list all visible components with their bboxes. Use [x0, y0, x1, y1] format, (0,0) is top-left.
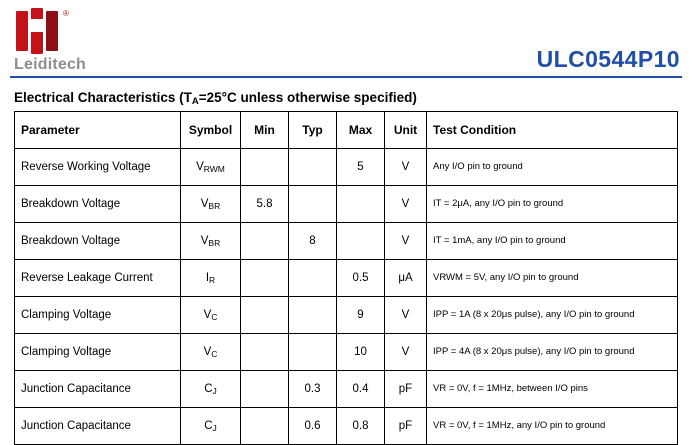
symbol-main: V — [200, 197, 209, 210]
column-header-typ: Typ — [289, 112, 337, 149]
cell-condition: VRWM = 5V, any I/O pin to ground — [427, 260, 678, 297]
cell-condition: VR = 0V, f = 1MHz, any I/O pin to ground — [427, 408, 678, 445]
section-title-subscript: A — [191, 96, 199, 107]
cell-max: 0.4 — [337, 371, 385, 408]
header-divider — [10, 76, 682, 78]
cell-symbol — [181, 334, 241, 371]
cell-min: 5.8 — [241, 186, 289, 223]
cell-condition: VR = 0V, f = 1MHz, between I/O pins — [427, 371, 678, 408]
cell-unit: pF — [385, 371, 427, 408]
cell-parameter: Reverse Leakage Current — [15, 260, 181, 297]
cell-parameter: Clamping Voltage — [15, 334, 181, 371]
cell-symbol — [181, 408, 241, 445]
column-header-symbol: Symbol — [181, 112, 241, 149]
cell-parameter: Breakdown Voltage — [15, 223, 181, 260]
cell-typ: 0.6 — [289, 408, 337, 445]
cell-unit: V — [385, 186, 427, 223]
table-row — [15, 149, 678, 186]
table-row — [15, 260, 678, 297]
cell-parameter: Breakdown Voltage — [15, 186, 181, 223]
cell-typ — [289, 297, 337, 334]
cell-max: 5 — [337, 149, 385, 186]
cell-typ: 0.3 — [289, 371, 337, 408]
symbol-sub: J — [212, 422, 217, 433]
cell-typ — [289, 149, 337, 186]
cell-symbol — [181, 186, 241, 223]
table-row — [15, 186, 678, 223]
cell-unit: V — [385, 297, 427, 334]
cell-condition: IPP = 1A (8 x 20μs pulse), any I/O pin to ground — [427, 297, 678, 334]
symbol-main: V — [203, 345, 212, 358]
cell-parameter: Clamping Voltage — [15, 297, 181, 334]
symbol-sub: RWM — [203, 163, 225, 174]
symbol-sub: C — [211, 348, 218, 359]
cell-condition: IPP = 4A (8 x 20μs pulse), any I/O pin to ground — [427, 334, 678, 371]
cell-symbol — [181, 149, 241, 186]
symbol-sub: J — [212, 385, 217, 396]
page-title — [14, 90, 692, 105]
page-header — [0, 0, 692, 86]
cell-max: 9 — [337, 297, 385, 334]
symbol-main: C — [204, 382, 213, 395]
cell-condition: IT = 1mA, any I/O pin to ground — [427, 223, 678, 260]
company-logo — [14, 8, 194, 74]
cell-min — [241, 149, 289, 186]
cell-unit: μA — [385, 260, 427, 297]
column-header-min: Min — [241, 112, 289, 149]
cell-unit: V — [385, 223, 427, 260]
table-row — [15, 223, 678, 260]
cell-min — [241, 334, 289, 371]
cell-min — [241, 408, 289, 445]
cell-min — [241, 371, 289, 408]
table-row — [15, 408, 678, 445]
cell-typ — [289, 260, 337, 297]
symbol-main: V — [203, 308, 212, 321]
column-header-max: Max — [337, 112, 385, 149]
cell-symbol — [181, 223, 241, 260]
cell-max: 0.8 — [337, 408, 385, 445]
cell-max: 0.5 — [337, 260, 385, 297]
cell-unit: pF — [385, 408, 427, 445]
cell-typ: 8 — [289, 223, 337, 260]
table-header-row — [15, 112, 678, 149]
symbol-main: I — [205, 271, 210, 284]
registered-trademark-icon: ® — [63, 9, 69, 18]
cell-symbol — [181, 371, 241, 408]
symbol-main: V — [200, 234, 209, 247]
cell-max — [337, 186, 385, 223]
cell-condition: IT = 2μA, any I/O pin to ground — [427, 186, 678, 223]
cell-max — [337, 223, 385, 260]
cell-parameter: Junction Capacitance — [15, 371, 181, 408]
symbol-sub: C — [211, 311, 218, 322]
symbol-sub: R — [209, 274, 216, 285]
cell-symbol — [181, 297, 241, 334]
section-title-suffix: =25°C unless otherwise specified) — [198, 90, 417, 105]
cell-symbol — [181, 260, 241, 297]
table-row — [15, 334, 678, 371]
symbol-main: V — [196, 160, 204, 173]
cell-max: 10 — [337, 334, 385, 371]
part-number: ULC0544P10 — [536, 46, 680, 72]
column-header-parameter: Parameter — [15, 112, 181, 149]
cell-min — [241, 260, 289, 297]
cell-parameter: Junction Capacitance — [15, 408, 181, 445]
cell-typ — [289, 334, 337, 371]
cell-min — [241, 223, 289, 260]
table-row — [15, 371, 678, 408]
section-title-prefix: Electrical Characteristics (T — [14, 90, 192, 105]
cell-unit: V — [385, 149, 427, 186]
cell-unit: V — [385, 334, 427, 371]
column-header-test-condition: Test Condition — [427, 112, 678, 149]
cell-parameter: Reverse Working Voltage — [15, 149, 181, 186]
electrical-characteristics-table — [14, 111, 678, 445]
cell-typ — [289, 186, 337, 223]
column-header-unit: Unit — [385, 112, 427, 149]
symbol-sub: BR — [208, 237, 221, 248]
cell-min — [241, 297, 289, 334]
company-name: Leiditech — [14, 56, 87, 73]
leiditech-logo-icon — [14, 8, 72, 54]
cell-condition: Any I/O pin to ground — [427, 149, 678, 186]
table-row — [15, 297, 678, 334]
symbol-sub: BR — [208, 200, 221, 211]
symbol-main: C — [204, 419, 213, 432]
